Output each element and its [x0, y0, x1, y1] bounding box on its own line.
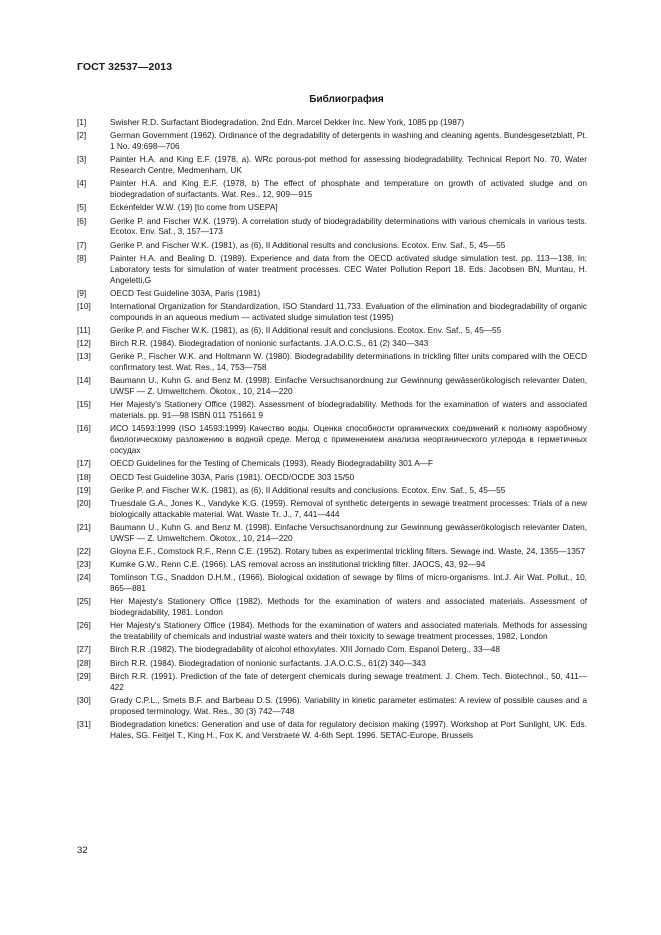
bibliography-entry — [77, 423, 587, 456]
document-code-header: ГОСТ 32537—2013 — [77, 61, 173, 73]
entry-text: Gerike P. and Fischer W.K. (1981), as (6), II Additional result and conclusions. Ecotox. Env. Saf., 5, 45—55 — [110, 324, 502, 335]
entry-text: Baumann U., Kuhn G. and Benz M. (1998). Einfache Versuchsanordnung zur Gewinnung gewässerökologisch relevanter Daten, UWSF — Z. Umweltchem. Ökotox., 10, 214—220 — [110, 521, 587, 543]
bibliography-entry — [77, 546, 587, 557]
bibliography-entry — [77, 178, 587, 200]
entry-number: [22] — [77, 545, 91, 556]
entry-text: Painter H.A. and King E.F. (1978, a). WRc porous-pot method for assessing biodegradability. Technical Report No. 70, Water Research Centre, Medmenham, UK — [110, 154, 587, 176]
entry-number: [26] — [77, 620, 91, 631]
bibliography-entry — [77, 458, 587, 469]
entry-number: [24] — [77, 572, 91, 583]
entry-text: Eckenfelder W.W. (19) [to come from USEPA] — [110, 202, 278, 213]
entry-number: [16] — [77, 423, 91, 434]
entry-number: [14] — [77, 375, 91, 386]
entry-number: [21] — [77, 521, 91, 532]
entry-number: [7] — [77, 239, 87, 250]
bibliography-entry — [77, 253, 587, 286]
bibliography-entry — [77, 351, 587, 373]
entry-text: OECD Test Guideline 303A, Paris (1981) — [110, 287, 261, 298]
entry-number: [27] — [77, 644, 91, 655]
entry-text: Tomlinson T.G., Snaddon D.H.M., (1966). Biological oxidation of sewage by films of micro-organisms. Int.J. Air Wat. Pollut., 10, 865—881 — [110, 572, 587, 594]
bibliography-entry — [77, 620, 587, 642]
entry-number: [23] — [77, 559, 91, 570]
entry-text: OECD Test Guideline 303A, Paris (1981). OECD/OCDE 303 15/50 — [110, 471, 355, 482]
entry-text: Gerike P., Fischer W.K. and Holtmann W. (1980). Biodegradability determinations in trickling filter units compared with the OECD confirmatory test. Wat. Res., 14, 753—758 — [110, 351, 587, 373]
entry-number: [31] — [77, 718, 91, 729]
entry-text: Truesdale G.A., Jones K., Vandyke K.G. (1959). Removal of synthetic detergents in sewage treatment processes: Trials of a new biologically attackable material. Wat. Waste Tr. J., 7, 441—444 — [110, 497, 587, 519]
bibliography-entry — [77, 472, 587, 483]
bibliography-list — [77, 117, 587, 743]
entry-number: [12] — [77, 338, 91, 349]
entry-number: [20] — [77, 497, 91, 508]
bibliography-entry — [77, 338, 587, 349]
entry-number: [19] — [77, 484, 91, 495]
bibliography-entry — [77, 559, 587, 570]
entry-text: Kumke G.W., Renn C.E. (1966). LAS removal across an institutional trickling filter. JAOCS, 43, 92—94 — [110, 559, 486, 570]
bibliography-entry — [77, 719, 587, 741]
bibliography-entry — [77, 399, 587, 421]
entry-number: [28] — [77, 657, 91, 668]
entry-text: Birch R.R. (1984). Biodegradation of nonionic surfactants. J.A.O.C.S., 61 (2) 340—343 — [110, 338, 429, 349]
bibliography-entry — [77, 671, 587, 693]
entry-number: [8] — [77, 252, 87, 263]
entry-number: [30] — [77, 694, 91, 705]
bibliography-entry — [77, 375, 587, 397]
entry-text: Painter H.A. and King E.F. (1978, b) The effect of phosphate and temperature on growth of activated sludge and on biodegradation of surfactants. Wat. Res., 12, 909—915 — [110, 178, 587, 200]
bibliography-entry — [77, 130, 587, 152]
bibliography-entry — [77, 117, 587, 128]
bibliography-entry — [77, 154, 587, 176]
entry-number: [6] — [77, 215, 87, 226]
section-title-text: Библиография — [309, 94, 384, 105]
entry-text: Birch R.R. (1991). Prediction of the fate of detergent chemicals during sewage treatment. J. Chem. Tech. Biotechnol., 50, 411—422 — [110, 670, 587, 692]
entry-number: [11] — [77, 324, 91, 335]
bibliography-entry — [77, 240, 587, 251]
entry-text: OECD Guidelines for the Testing of Chemicals (1993). Ready Biodegradability 301 A—F — [110, 458, 434, 469]
entry-text: Birch R.R. (1984). Biodegradation of nonionic surfactants. J.A.O.C.S., 61(2) 340—343 — [110, 657, 426, 668]
bibliography-entry — [77, 202, 587, 213]
entry-number: [3] — [77, 154, 87, 165]
bibliography-entry — [77, 301, 587, 323]
entry-number: [25] — [77, 596, 91, 607]
entry-text: Baumann U., Kuhn G. and Benz M. (1998). Einfache Versuchsanordnung zur Gewinnung gewässerökologisch relevanter Daten, UWSF — Z. Umweltchem. Ökotox., 10, 214—220 — [110, 375, 587, 397]
bibliography-entry — [77, 644, 587, 655]
entry-number: [2] — [77, 130, 87, 141]
entry-number: [17] — [77, 458, 91, 469]
entry-text: Birch R.R .(1982). The biodegradability of alcohol ethoxylates. XIII Jornado Com. Espanol Deterg., 33—48 — [110, 644, 501, 655]
entry-number: [10] — [77, 300, 91, 311]
entry-number: [4] — [77, 178, 87, 189]
bibliography-entry — [77, 596, 587, 618]
entry-number: [13] — [77, 351, 91, 362]
entry-number: [29] — [77, 670, 91, 681]
bibliography-entry — [77, 498, 587, 520]
entry-text: Painter H.A. and Bealing D. (1989). Experience and data from the OECD activated sludge simulation test. pp. 113—138, In: Laboratory tests for simulation of water treatment processes. CEC Water Pollution Report 18. Eds. Jacobsen BN, Muntau, H. Angeletti,G — [110, 252, 587, 285]
entry-number: [9] — [77, 287, 87, 298]
entry-text: ИСО 14593:1999 (ISO 14593:1999) Качество воды. Оценка способности органических соединений к полному аэробному биологическому разложению в водной среде. Метод с применением анализа неорганического углерода в герметичных сосудах — [110, 423, 587, 456]
entry-number: [5] — [77, 202, 87, 213]
entry-number: [18] — [77, 471, 91, 482]
bibliography-entry — [77, 288, 587, 299]
entry-text: International Organization for Standardization, ISO Standard 11,733. Evaluation of the elimination and biodegradability of organic compounds in an aqueous medium — activated sludge simulation test (1995) — [110, 300, 587, 322]
page-number: 32 — [77, 845, 88, 856]
entry-text: Her Majesty's Stationery Office (1982). Methods for the examination of waters and associated materials. Assessment of biodegradability, 1981. London — [110, 596, 587, 618]
entry-text: Gerike P. and Fischer W.K. (1981), as (6), II Additional results and conclusions. Ecotox. Env. Saf., 5, 45—55 — [110, 484, 506, 495]
bibliography-entry — [77, 522, 587, 544]
bibliography-entry — [77, 658, 587, 669]
entry-text: German Government (1962). Ordinance of the degradability of detergents in washing and cleaning agents. Bundesgesetzblatt, Pt. 1 No. 49:698—706 — [110, 130, 587, 152]
entry-text: Her Majesty's Stationery Office (1982). Assessment of biodegradability. Methods for the examination of waters and associated materials. pp. 91—98 ISBN 011 751661 9 — [110, 399, 587, 421]
entry-number: [15] — [77, 399, 91, 410]
entry-text: Swisher R.D. Surfactant Biodegradation, 2nd Edn. Marcel Dekker Inc. New York, 1085 pp (1987) — [110, 117, 465, 127]
entry-text: Gerike P. and Fischer W.K. (1979). A correlation study of biodegradability determinations with various chemicals in various tests. Ecotox. Env. Saf., 3, 157—173 — [110, 215, 587, 237]
bibliography-entry — [77, 695, 587, 717]
bibliography-entry — [77, 325, 587, 336]
entry-number: [1] — [77, 117, 87, 127]
section-title — [0, 94, 661, 105]
entry-text: Gloyna E.F., Comstock R.F., Renn C.E. (1952). Rotary tubes as experimental trickling filters. Sewage ind. Waste, 24, 1355—1357 — [110, 545, 586, 556]
bibliography-entry — [77, 216, 587, 238]
entry-text: Gerike P. and Fischer W.K. (1981), as (6), II Additional results and conclusions. Ecotox. Env. Saf., 5, 45—55 — [110, 239, 506, 250]
entry-text: Grady C.P.L., Smets B.F. and Barbeau D.S. (1996). Variability in kinetic parameter estimates: A review of possible causes and a proposed terminology. Wat. Res., 30 (3) 742—748 — [110, 694, 587, 716]
entry-text: Her Majesty's Stationery Office (1984). Methods for the examination of waters and associated materials. Methods for assessing the treatability of chemicals and industrial waste waters and their toxicity to sewage treatment processes, 1982, London — [110, 620, 587, 642]
bibliography-entry — [77, 485, 587, 496]
bibliography-entry — [77, 572, 587, 594]
entry-text: Biodegradation kinetics: Generation and use of data for regulatory decision making (1997). Workshop at Port Sunlight, UK. Eds. Hales, SG. Feitjel T., King H., Fox K. and Verstraete W. 4-6th Sept. 1996. SETAC-Europe, Brussels — [110, 718, 587, 740]
